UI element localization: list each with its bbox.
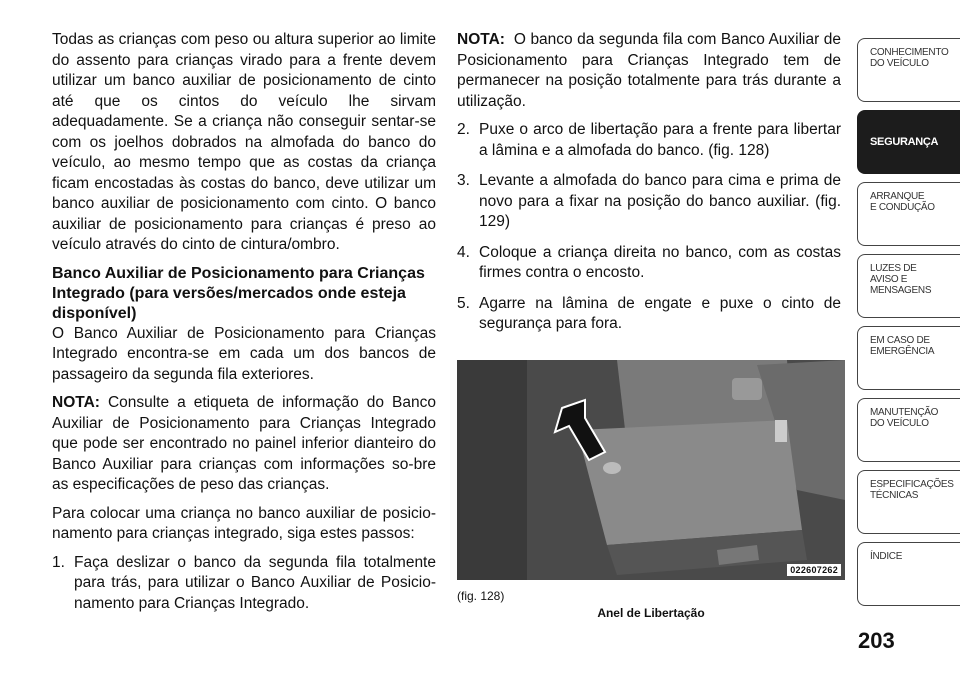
left-nota: [52, 393, 436, 496]
step-number: 2.: [457, 121, 470, 138]
section-heading: Banco Auxiliar de Posicionamento para Crianças Integrado (para versões/mercados onde esteja disponível): [52, 264, 425, 322]
step-number: 1.: [52, 553, 65, 571]
step-text: Levante a almofada do banco para cima e prima de novo para a fixar na posição do banco auxiliar. (fig. 129): [479, 172, 841, 230]
figure-code: 022607262: [787, 564, 841, 576]
tab-conhecimento[interactable]: CONHECIMENTO DO VEÍCULO: [857, 38, 960, 102]
list-item: [457, 120, 841, 161]
figure-caption: Anel de Libertação: [597, 606, 705, 620]
seat-illustration: [457, 360, 845, 580]
page-number: 203: [858, 628, 895, 653]
seat-photo: [457, 360, 845, 580]
left-steps-list: [52, 553, 436, 615]
tab-luzes[interactable]: LUZES DE AVISO E MENSAGENS: [857, 254, 960, 318]
tab-indice[interactable]: ÍNDICE: [857, 542, 960, 606]
steps-intro: Para colocar uma criança no banco auxiliar de posicio-namento para crianças integrado, siga estes passos:: [52, 504, 436, 542]
tab-especificacoes[interactable]: ESPECIFICAÇÕES TÉCNICAS: [857, 470, 960, 534]
list-item: [457, 171, 841, 233]
intro-paragraph: Todas as crianças com peso ou altura superior ao limite do assento para crianças virado para a frente devem utilizar um banco auxiliar de posicionamento de cinto até que os cintos do veículo lhe sirvam adequadamente. Se a criança não conseguir sentar-se com os joelhos dobrados na almofada do banco do veículo, ao mesmo tempo que as costas da criança ficam encostadas às costas do banco, deve utilizar um banco auxiliar de posicionamento com cinto. O banco auxiliar de posicionamento para crianças é preso ao veículo através do cinto de cintura/ombro.: [52, 31, 436, 253]
step-number: 4.: [457, 243, 470, 261]
nota-label: NOTA:: [457, 31, 505, 48]
right-nota: [457, 30, 841, 112]
tab-arranque[interactable]: ARRANQUE E CONDUÇÃO: [857, 182, 960, 246]
section-body: O Banco Auxiliar de Posicionamento para Crianças Integrado encontra-se em cada um dos bancos de passageiro da segunda fila exteriores.: [52, 324, 436, 383]
figure-reference: (fig. 128): [457, 589, 505, 603]
tab-manutencao[interactable]: MANUTENÇÃO DO VEÍCULO: [857, 398, 960, 462]
list-item: [457, 294, 841, 335]
tab-emergencia[interactable]: EM CASO DE EMERGÊNCIA: [857, 326, 960, 390]
step-text: Coloque a criança direita no banco, com as costas firmes contra o encosto.: [479, 243, 841, 281]
right-steps-list: [457, 120, 841, 335]
nota-text: O banco da segunda fila com Banco Auxiliar de Posicionamento para Crianças Integrado tem de permanecer na posição totalmente para trás durante a utilização.: [457, 31, 841, 110]
list-item: [52, 553, 436, 615]
step-text: Faça deslizar o banco da segunda fila totalmente para trás, para utilizar o Banco Auxiliar de Posicio-namento para Crianças Integrado.: [74, 553, 436, 612]
nota-label: NOTA:: [52, 394, 100, 411]
list-item: [457, 243, 841, 284]
right-column: [457, 30, 841, 345]
step-text: Agarre na lâmina de engate e puxe o cinto de segurança para fora.: [479, 294, 841, 332]
chapter-tabs: [857, 38, 960, 614]
step-number: 5.: [457, 294, 470, 312]
left-column: [52, 30, 436, 624]
step-text: Puxe o arco de libertação para a frente para libertar a lâmina e a almofada do banco. (fig. 128): [479, 121, 841, 159]
tab-seguranca[interactable]: SEGURANÇA: [857, 110, 960, 174]
nota-text: Consulte a etiqueta de informação do Banco Auxiliar de Posicionamento para Crianças Integrado que pode ser encontrado no painel inferior dianteiro do Banco Auxiliar para crianças com informações so-bre as especificações de peso das crianças.: [52, 394, 436, 493]
step-number: 3.: [457, 172, 470, 189]
